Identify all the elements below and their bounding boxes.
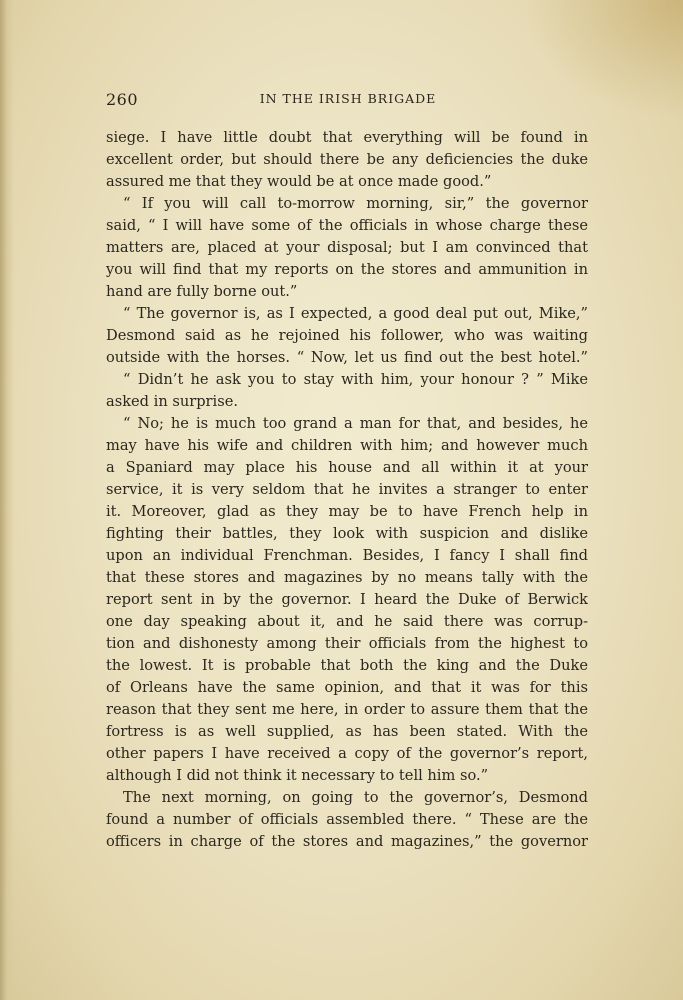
text-line: assured me that they would be at once made good.” xyxy=(106,173,492,190)
text-line: you will find that my reports on the stores and ammunition in xyxy=(106,261,588,278)
text-line: it. Moreover, glad as they may be to have French help in xyxy=(106,503,588,520)
text-line: “ Didn’t he ask you to stay with him, your honour ? ” Mike xyxy=(123,371,588,388)
text-line: matters are, placed at your disposal; but I am convinced that xyxy=(106,239,588,256)
text-line: Desmond said as he rejoined his follower, who was waiting xyxy=(106,327,588,344)
text-line: excellent order, but should there be any deficiencies the duke xyxy=(106,151,588,168)
text-line: outside with the horses. “ Now, let us find out the best hotel.” xyxy=(106,349,588,366)
running-title: IN THE IRISH BRIGADE xyxy=(259,91,437,106)
text-line: said, “ I will have some of the officials in whose charge these xyxy=(106,217,588,234)
text-line: asked in surprise. xyxy=(106,393,238,410)
text-line: found a number of officials assembled there. “ These are the xyxy=(106,811,588,828)
text-line: reason that they sent me here, in order to assure them that the xyxy=(106,701,588,718)
text-line: “ If you will call to-morrow morning, sir,” the governor xyxy=(123,195,588,212)
text-line: hand are fully borne out.” xyxy=(106,283,298,300)
body-text xyxy=(106,127,588,853)
text-line: “ No; he is much too grand a man for that, and besides, he xyxy=(123,415,588,432)
text-line: “ The governor is, as I expected, a good deal put out, Mike,” xyxy=(123,305,588,322)
text-line: a Spaniard may place his house and all within it at your xyxy=(106,459,588,476)
text-line: fighting their battles, they look with suspicion and dislike xyxy=(106,525,588,542)
text-line: officers in charge of the stores and magazines,” the governor xyxy=(106,833,588,850)
text-line: report sent in by the governor. I heard the Duke of Berwick xyxy=(106,591,588,608)
text-line: The next morning, on going to the governor’s, Desmond xyxy=(123,789,588,806)
text-line: other papers I have received a copy of the governor’s report, xyxy=(106,745,588,762)
page-number: 260 xyxy=(106,90,139,109)
text-line: upon an individual Frenchman. Besides, I fancy I shall find xyxy=(106,547,588,564)
text-line: fortress is as well supplied, as has been stated. With the xyxy=(106,723,588,740)
text-line: tion and dishonesty among their officials from the highest to xyxy=(106,635,588,652)
text-line: of Orleans have the same opinion, and that it was for this xyxy=(106,679,588,696)
text-line: service, it is very seldom that he invites a stranger to enter xyxy=(106,481,588,498)
text-line: may have his wife and children with him; and however much xyxy=(106,437,588,454)
running-head xyxy=(106,90,590,112)
text-line: one day speaking about it, and he said there was corrup- xyxy=(106,613,588,630)
text-line: siege. I have little doubt that everything will be found in xyxy=(106,129,588,146)
text-line: that these stores and magazines by no means tally with the xyxy=(106,569,588,586)
text-line: the lowest. It is probable that both the king and the Duke xyxy=(106,657,588,674)
text-line: although I did not think it necessary to tell him so.” xyxy=(106,767,489,784)
